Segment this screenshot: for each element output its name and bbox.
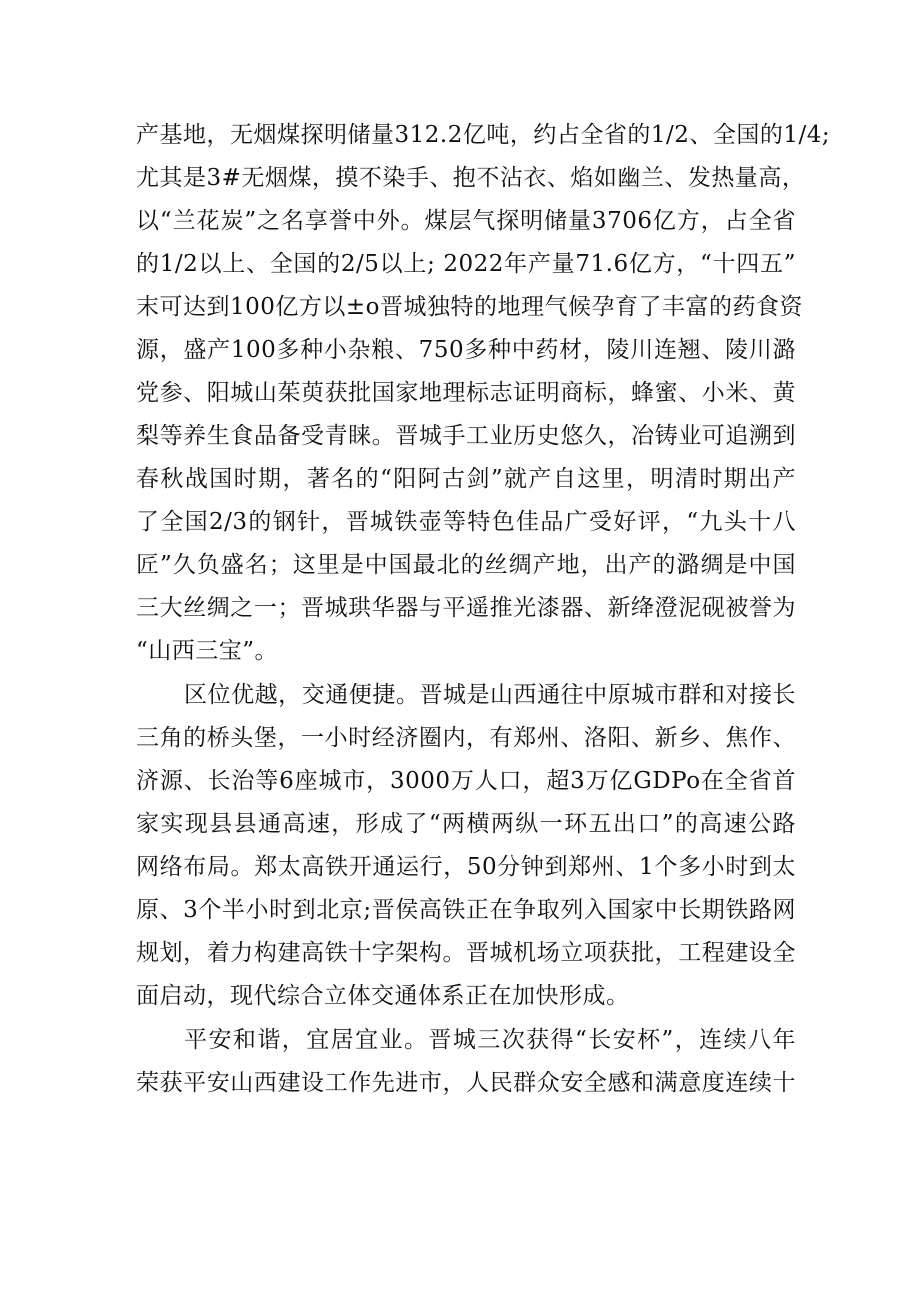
paragraph-line: 规划，着力构建高铁十字架构。晋城机场立项获批，工程建设全 [136, 940, 796, 966]
paragraph-line: 济源、长治等6座城市，3000万人口，超3万亿GDPo在全省首 [136, 768, 796, 794]
paragraph-line: “山西三宝”。 [136, 638, 279, 664]
paragraph-line: 网络布局。郑太高铁开通运行，50分钟到郑州、1个多小时到太 [136, 854, 796, 880]
paragraph-line: 面启动，现代综合立体交通体系正在加快形成。 [136, 983, 630, 1009]
paragraph-line: 源，盛产100多种小杂粮、750多种中药材，陵川连翘、陵川潞 [136, 337, 796, 363]
paragraph-line: 原、3个半小时到北京;晋侯高铁正在争取列入国家中长期铁路网 [136, 897, 796, 923]
paragraph-line: 尤其是3#无烟煤，摸不染手、抱不沾衣、焰如幽兰、发热量高， [136, 165, 806, 191]
paragraph-line: 匠”久负盛名；这里是中国最北的丝绸产地，出产的潞绸是中国 [136, 552, 796, 578]
paragraph-line: 春秋战国时期，著名的“阳阿古剑”就产自这里，明清时期出产 [136, 466, 796, 492]
paragraph-line: 的1/2以上、全国的2/5以上; 2022年产量71.6亿方，“十四五” [136, 251, 796, 277]
paragraph-first-line: 平安和谐，宜居宜业。晋城三次获得“长安杯”，连续八年 [184, 1027, 796, 1053]
paragraph-line: 以“兰花炭”之名享誉中外。煤层气探明储量3706亿方，占全省 [136, 208, 796, 234]
paragraph-line: 了全国2/3的钢针，晋城铁壶等特色佳品广受好评，“九头十八 [136, 509, 796, 535]
paragraph-line: 三大丝绸之一；晋城珙华器与平遥推光漆器、新绛澄泥砚被誉为 [136, 595, 796, 621]
paragraph-line: 三角的桥头堡，一小时经济圈内，有郑州、洛阳、新乡、焦作、 [136, 725, 796, 751]
paragraph-line: 家实现县县通高速，形成了“两横两纵一环五出口”的高速公路 [136, 811, 796, 837]
paragraph-line: 末可达到100亿方以±o晋城独特的地理气候孕育了丰富的药食资 [136, 294, 804, 320]
paragraph-first-line: 区位优越，交通便捷。晋城是山西通往中原城市群和对接长 [184, 682, 796, 708]
paragraph-line: 产基地，无烟煤探明储量312.2亿吨，约占全省的1/2、全国的1/4; [136, 122, 831, 148]
paragraph-line: 党参、阳城山茱萸获批国家地理标志证明商标，蜂蜜、小米、黄 [136, 380, 796, 406]
paragraph-line: 梨等养生食品备受青睐。晋城手工业历史悠久，冶铸业可追溯到 [136, 423, 796, 449]
paragraph-line: 荣获平安山西建设工作先进市，人民群众安全感和满意度连续十 [136, 1070, 796, 1096]
